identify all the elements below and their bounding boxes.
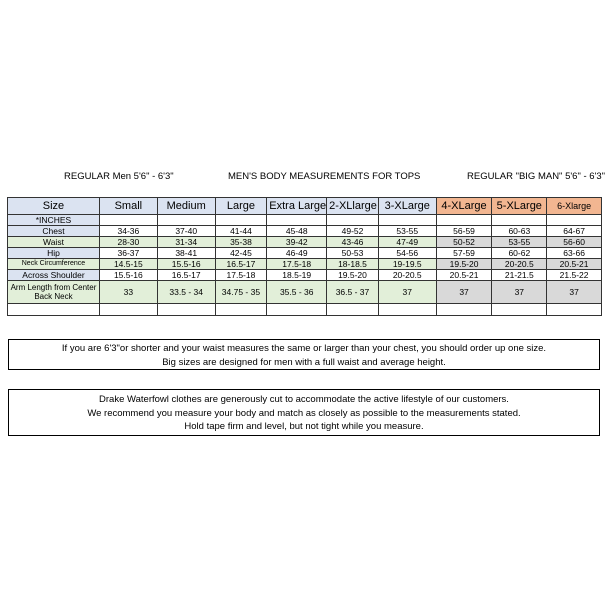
table-cell — [378, 215, 436, 226]
size-header-medium: Medium — [157, 198, 215, 215]
table-cell: 45-48 — [267, 226, 327, 237]
table-cell: 46-49 — [267, 248, 327, 259]
table-cell: 60-63 — [492, 226, 547, 237]
table-cell: 15.5-16 — [99, 270, 157, 281]
note-line: Big sizes are designed for men with a full waist and average height. — [162, 356, 446, 368]
size-header-6xl: 6-Xlarge — [547, 198, 602, 215]
table-cell: 20-20.5 — [378, 270, 436, 281]
table-cell: 33.5 - 34 — [157, 281, 215, 304]
table-cell: 18.5-19 — [267, 270, 327, 281]
size-chart-table — [7, 197, 602, 316]
table-cell: 36-37 — [99, 248, 157, 259]
table-cell: 63-66 — [547, 248, 602, 259]
table-cell: 36.5 - 37 — [327, 281, 379, 304]
big-man-heading: REGULAR "BIG MAN" 5'6" - 6'3" — [467, 171, 606, 182]
table-cell: 33 — [99, 281, 157, 304]
table-cell: 20.5-21 — [436, 270, 492, 281]
size-header-3xl: 3-XLarge — [378, 198, 436, 215]
table-cell: 42-45 — [215, 248, 267, 259]
row-label: Hip — [8, 248, 100, 259]
row-label: Across Shoulder — [8, 270, 100, 281]
table-cell: 41-44 — [215, 226, 267, 237]
table-cell: 37 — [547, 281, 602, 304]
table-cell — [215, 215, 267, 226]
note-line: If you are 6'3"or shorter and your waist measures the same or larger than your chest, you should order up one size. — [61, 343, 547, 354]
table-cell: 17.5-18 — [267, 259, 327, 270]
size-header-extra-large: Extra Large — [267, 198, 327, 215]
table-cell — [157, 304, 215, 316]
table-cell: 53-55 — [378, 226, 436, 237]
table-cell: 64-67 — [547, 226, 602, 237]
table-cell — [436, 215, 492, 226]
table-cell: 34-36 — [99, 226, 157, 237]
units-label: *INCHES — [8, 215, 100, 226]
row-label: Neck Circumference — [8, 259, 100, 270]
table-cell: 43-46 — [327, 237, 379, 248]
table-cell — [267, 304, 327, 316]
table-cell: 34.75 - 35 — [215, 281, 267, 304]
table-cell: 16.5-17 — [215, 259, 267, 270]
table-cell: 57-59 — [436, 248, 492, 259]
table-cell: 15.5-16 — [157, 259, 215, 270]
table-cell: 49-52 — [327, 226, 379, 237]
table-cell: 31-34 — [157, 237, 215, 248]
size-header-4xl: 4-XLarge — [436, 198, 492, 215]
table-cell: 37 — [436, 281, 492, 304]
note-line: Drake Waterfowl clothes are generously cut to accommodate the active lifestyle of our customers. — [99, 394, 509, 405]
table-cell: 38-41 — [157, 248, 215, 259]
table-cell — [157, 215, 215, 226]
table-cell: 53-55 — [492, 237, 547, 248]
row-label: Waist — [8, 237, 100, 248]
table-cell: 37 — [492, 281, 547, 304]
table-cell: 39-42 — [267, 237, 327, 248]
chart-title: MEN'S BODY MEASUREMENTS FOR TOPS — [228, 171, 421, 182]
fit-advice-note — [8, 339, 600, 370]
table-cell: 14.5-15 — [99, 259, 157, 270]
table-cell: 47-49 — [378, 237, 436, 248]
table-cell — [547, 215, 602, 226]
table-cell: 16.5-17 — [157, 270, 215, 281]
note-line: We recommend you measure your body and match as closely as possible to the measurements stated. — [87, 407, 521, 419]
table-row-waist — [8, 237, 602, 248]
row-label: Arm Length from Center Back Neck — [8, 281, 100, 304]
table-cell: 17.5-18 — [215, 270, 267, 281]
table-cell — [436, 304, 492, 316]
table-cell: 35-38 — [215, 237, 267, 248]
table-cell — [215, 304, 267, 316]
table-cell: 35.5 - 36 — [267, 281, 327, 304]
table-cell: 18-18.5 — [327, 259, 379, 270]
table-cell: 50-52 — [436, 237, 492, 248]
table-cell: 20.5-21 — [547, 259, 602, 270]
table-cell: 20-20.5 — [492, 259, 547, 270]
table-row-hip — [8, 248, 602, 259]
table-cell — [327, 215, 379, 226]
table-cell: 56-60 — [547, 237, 602, 248]
regular-men-heading: REGULAR Men 5'6" - 6'3" — [64, 171, 174, 182]
table-row-arm-length — [8, 281, 602, 304]
units-row — [8, 215, 602, 226]
table-cell: 54-56 — [378, 248, 436, 259]
table-cell: 37-40 — [157, 226, 215, 237]
table-cell: 21-21.5 — [492, 270, 547, 281]
table-row-empty — [8, 304, 602, 316]
table-cell: 60-62 — [492, 248, 547, 259]
table-cell — [547, 304, 602, 316]
table-row-neck — [8, 259, 602, 270]
table-row-shoulder — [8, 270, 602, 281]
table-cell — [378, 304, 436, 316]
table-cell — [99, 215, 157, 226]
size-header-label: Size — [8, 198, 100, 215]
table-row-chest — [8, 226, 602, 237]
table-cell: 19.5-20 — [327, 270, 379, 281]
table-cell: 21.5-22 — [547, 270, 602, 281]
size-header-large: Large — [215, 198, 267, 215]
table-cell: 19.5-20 — [436, 259, 492, 270]
table-cell: 37 — [378, 281, 436, 304]
size-header-small: Small — [99, 198, 157, 215]
table-cell: 50-53 — [327, 248, 379, 259]
row-label: Chest — [8, 226, 100, 237]
table-cell — [267, 215, 327, 226]
table-cell — [492, 304, 547, 316]
table-cell — [327, 304, 379, 316]
table-cell — [8, 304, 100, 316]
table-cell — [99, 304, 157, 316]
table-cell: 28-30 — [99, 237, 157, 248]
table-cell — [492, 215, 547, 226]
size-header-5xl: 5-XLarge — [492, 198, 547, 215]
table-cell: 56-59 — [436, 226, 492, 237]
table-cell: 19-19.5 — [378, 259, 436, 270]
size-header-row — [8, 198, 602, 215]
measuring-advice-note — [8, 389, 600, 436]
note-line: Hold tape firm and level, but not tight while you measure. — [184, 421, 424, 432]
size-header-2xl: 2-XLlarge — [327, 198, 379, 215]
